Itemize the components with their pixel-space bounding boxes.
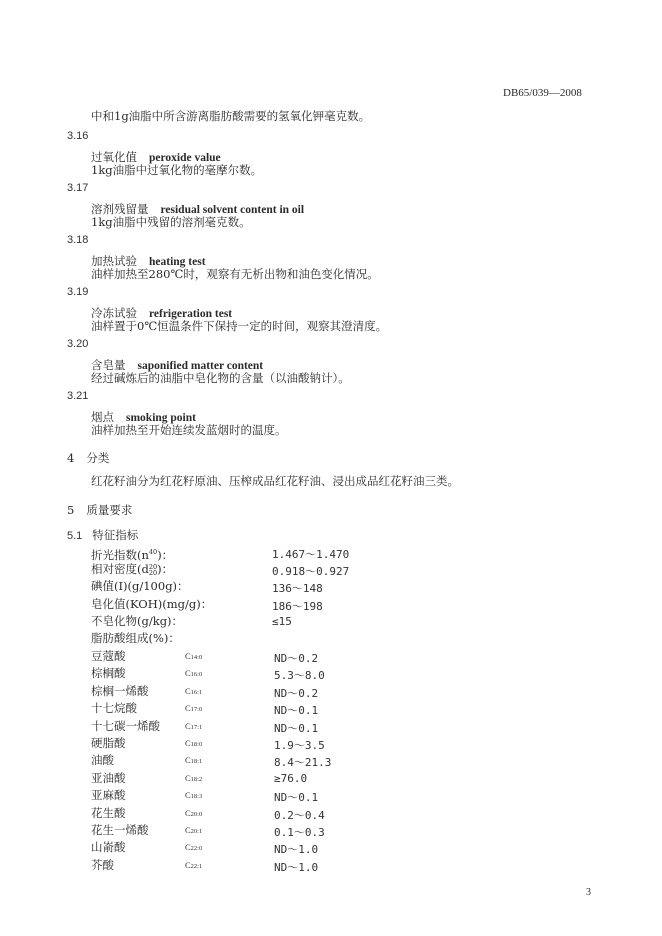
term-chinese: 烟点 bbox=[91, 410, 114, 424]
definition-number: 3.17 bbox=[67, 182, 89, 194]
fatty-acid-value: 0.1～0.3 bbox=[274, 826, 325, 839]
definition-number: 3.16 bbox=[67, 130, 89, 142]
fatty-acid-name: 十七碳一烯酸 bbox=[91, 719, 160, 733]
fatty-acid-value: 0.2～0.4 bbox=[274, 809, 325, 822]
fatty-acid-value: ≥76.0 bbox=[274, 772, 308, 785]
fatty-acid-name: 棕榈一烯酸 bbox=[91, 684, 149, 698]
definition-number: 3.21 bbox=[67, 390, 89, 402]
fatty-acid-value: 8.4～21.3 bbox=[274, 756, 332, 769]
section-number: 5.1 bbox=[67, 530, 83, 542]
property-value: 0.918～0.927 bbox=[272, 565, 350, 578]
page-number: 3 bbox=[586, 887, 591, 898]
definition-number: 3.19 bbox=[67, 286, 89, 298]
fatty-acid-value: ND～0.2 bbox=[274, 652, 319, 665]
term-english: smoking point bbox=[126, 412, 196, 424]
fatty-acid-heading: 脂肪酸组成(%)： bbox=[91, 631, 180, 645]
fatty-acid-value: ND～0.1 bbox=[274, 722, 319, 735]
property-label: 碘值(I)(g/100g)： bbox=[91, 579, 189, 593]
fatty-acid-name: 山嵛酸 bbox=[91, 840, 126, 854]
fatty-acid-symbol: C22:0 bbox=[185, 842, 203, 852]
section-number: 5 bbox=[67, 503, 75, 517]
definition-description: 1kg油脂中过氧化物的毫摩尔数。 bbox=[91, 163, 263, 177]
fatty-acid-symbol: C14:0 bbox=[185, 651, 203, 661]
fatty-acid-symbol: C20:1 bbox=[185, 825, 203, 835]
definition-description: 油样置于0℃恒温条件下保持一定的时间，观察其澄清度。 bbox=[91, 319, 388, 333]
definition-description: 经过碱炼后的油脂中皂化物的含量（以油酸钠计）。 bbox=[91, 371, 350, 385]
fatty-acid-name: 棕榈酸 bbox=[91, 666, 126, 680]
fatty-acid-value: ND～0.1 bbox=[274, 791, 319, 804]
fatty-acid-name: 十七烷酸 bbox=[91, 701, 137, 715]
section-5-1-heading bbox=[67, 528, 138, 543]
section-4-text: 红花籽油分为红花籽原油、压榨成品红花籽油、浸出成品红花籽油三类。 bbox=[91, 474, 459, 488]
term-english: refrigeration test bbox=[149, 308, 233, 320]
definition-description: 油样加热至开始连续发蓝烟时的温度。 bbox=[91, 423, 287, 437]
fatty-acid-symbol: C17:0 bbox=[185, 703, 203, 713]
section-number: 4 bbox=[67, 451, 75, 465]
fatty-acid-symbol: C17:1 bbox=[185, 721, 203, 731]
fatty-acid-name: 花生一烯酸 bbox=[91, 823, 149, 837]
fatty-acid-symbol: C16:1 bbox=[185, 686, 203, 696]
fatty-acid-name: 亚麻酸 bbox=[91, 788, 126, 802]
document-code: DB65/039—2008 bbox=[503, 87, 582, 99]
definition-number: 3.18 bbox=[67, 234, 89, 246]
fatty-acid-name: 油酸 bbox=[91, 753, 114, 767]
property-value: ≤15 bbox=[272, 615, 292, 628]
term-english: residual solvent content in oil bbox=[160, 204, 305, 216]
property-value: 136～148 bbox=[272, 582, 323, 595]
term-english: peroxide value bbox=[149, 152, 221, 164]
property-value: 1.467～1.470 bbox=[272, 548, 350, 561]
fatty-acid-name: 花生酸 bbox=[91, 806, 126, 820]
fatty-acid-value: 5.3～8.0 bbox=[274, 669, 325, 682]
term-chinese: 过氧化值 bbox=[91, 150, 137, 164]
term-chinese: 冷冻试验 bbox=[91, 306, 137, 320]
definition-description: 油样加热至280℃时，观察有无析出物和油色变化情况。 bbox=[91, 267, 379, 281]
property-value: 186～198 bbox=[272, 600, 323, 613]
property-label: 皂化值(KOH)(mg/g)： bbox=[91, 597, 213, 611]
fatty-acid-name: 豆蔻酸 bbox=[91, 649, 126, 663]
fatty-acid-symbol: C18:0 bbox=[185, 738, 203, 748]
section-4-heading bbox=[67, 451, 109, 465]
property-label: 相对密度(d 20 20 )： bbox=[91, 562, 174, 577]
fatty-acid-value: ND～1.0 bbox=[274, 861, 319, 874]
section-title: 分类 bbox=[86, 451, 110, 465]
definition-number: 3.20 bbox=[67, 338, 89, 350]
section-title: 质量要求 bbox=[86, 503, 133, 517]
fatty-acid-value: ND～0.1 bbox=[274, 704, 319, 717]
continuation-text: 中和1g油脂中所含游离脂肪酸需要的氢氧化钾毫克数。 bbox=[91, 109, 371, 123]
term-english: heating test bbox=[149, 256, 206, 268]
fatty-acid-name: 硬脂酸 bbox=[91, 736, 126, 750]
fatty-acid-value: ND～1.0 bbox=[274, 843, 319, 856]
fatty-acid-symbol: C20:0 bbox=[185, 808, 203, 818]
fatty-acid-symbol: C16:0 bbox=[185, 668, 203, 678]
property-label: 折光指数$(n^{40})$： bbox=[91, 547, 174, 562]
fatty-acid-name: 芥酸 bbox=[91, 858, 114, 872]
fatty-acid-value: 1.9～3.5 bbox=[274, 739, 325, 752]
term-chinese: 加热试验 bbox=[91, 254, 137, 268]
fatty-acid-symbol: C18:2 bbox=[185, 773, 203, 783]
property-label: 不皂化物(g/kg)： bbox=[91, 614, 184, 628]
term-english: saponified matter content bbox=[137, 360, 264, 372]
fatty-acid-symbol: C22:1 bbox=[185, 860, 203, 870]
section-title: 特征指标 bbox=[92, 528, 139, 542]
term-chinese: 含皂量 bbox=[91, 358, 126, 372]
fatty-acid-name: 亚油酸 bbox=[91, 771, 126, 785]
section-5-heading bbox=[67, 503, 132, 517]
definition-description: 1kg油脂中残留的溶剂毫克数。 bbox=[91, 215, 251, 229]
fatty-acid-symbol: C18:1 bbox=[185, 755, 203, 765]
term-chinese: 溶剂残留量 bbox=[91, 202, 149, 216]
fatty-acid-symbol: C18:3 bbox=[185, 790, 203, 800]
fatty-acid-value: ND～0.2 bbox=[274, 687, 319, 700]
